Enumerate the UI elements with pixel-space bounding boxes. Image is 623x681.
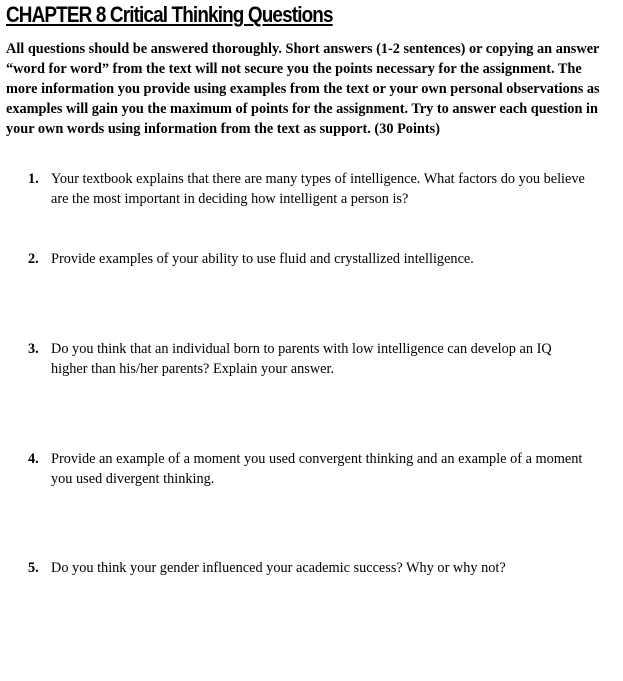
page-title: CHAPTER 8 Critical Thinking Questions [6, 2, 333, 27]
question-text: Provide an example of a moment you used convergent thinking and an example of a moment you used divergent thinking. [51, 451, 583, 487]
question-number: 1. [28, 171, 39, 187]
question-number: 5. [28, 560, 39, 576]
question-5 [28, 558, 588, 578]
question-1 [28, 169, 588, 209]
question-text: Provide examples of your ability to use fluid and crystallized intelligence. [51, 251, 474, 267]
instructions-paragraph: All questions should be answered thoroughly. Short answers (1-2 sentences) or copying an answer “word for word” from the text will not secure you the points necessary for the assignment. The more information you provide using examples from the text or your own personal observations as examples will gain you the maximum of points for the assignment. Try to answer each question in your own words using information from the text as support. (30 Points) [6, 41, 600, 137]
question-text: Do you think your gender influenced your academic success? Why or why not? [51, 560, 506, 576]
question-3 [28, 339, 588, 379]
question-text: Your textbook explains that there are many types of intelligence. What factors do you believe are the most important in deciding how intelligent a person is? [51, 171, 585, 207]
question-number: 4. [28, 451, 39, 467]
question-4 [28, 449, 588, 489]
question-2 [28, 249, 588, 269]
question-number: 3. [28, 341, 39, 357]
question-text: Do you think that an individual born to parents with low intelligence can develop an IQ higher than his/her parents? Explain your answer. [51, 341, 552, 377]
question-number: 2. [28, 251, 39, 267]
